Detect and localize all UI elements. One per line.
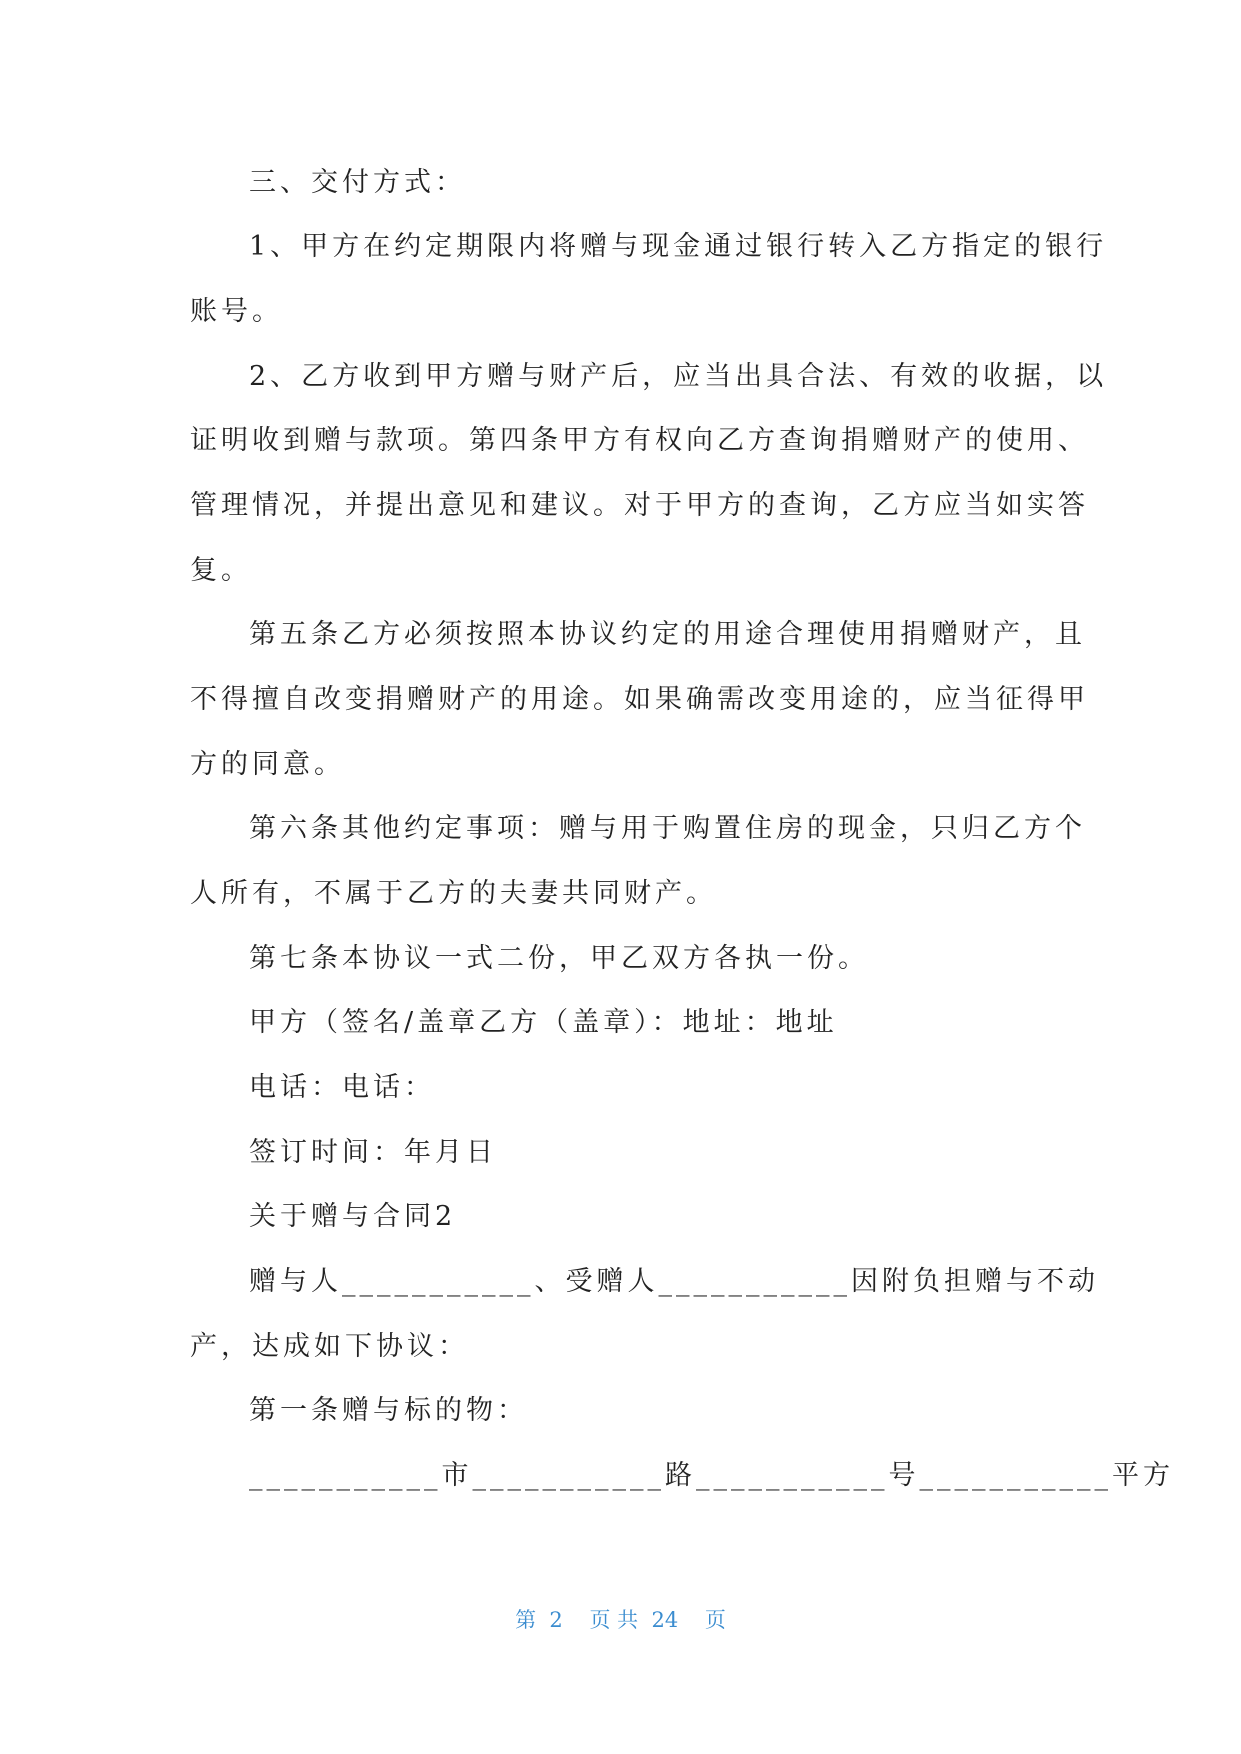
paragraph-line: 账号。: [190, 296, 283, 327]
paragraph-line: 1、甲方在约定期限内将赠与现金通过银行转入乙方指定的银行: [249, 231, 1108, 262]
paragraph-line: 第七条本协议一式二份，甲乙双方各执一份。: [249, 943, 869, 974]
paragraph-line: 第五条乙方必须按照本协议约定的用途合理使用捐赠财产，且: [249, 619, 1086, 650]
signature-line: 甲方（签名/盖章乙方（盖章）：地址：地址: [249, 1007, 838, 1038]
paragraph-line: 方的同意。: [190, 749, 345, 780]
page-footer: 第 2 页 共 24 页: [515, 1608, 726, 1632]
section-heading-delivery: 三、交付方式：: [249, 167, 466, 198]
paragraph-line: 第六条其他约定事项：赠与用于购置住房的现金，只归乙方个: [249, 813, 1086, 844]
phone-line: 电话：电话：: [249, 1072, 435, 1103]
paragraph-line: 2、乙方收到甲方赠与财产后，应当出具合法、有效的收据，以: [249, 361, 1108, 392]
contract-title: 关于赠与合同2: [249, 1201, 457, 1232]
article-heading: 第一条赠与标的物：: [249, 1395, 528, 1426]
paragraph-line: 管理情况，并提出意见和建议。对于甲方的查询，乙方应当如实答: [190, 490, 1089, 521]
paragraph-line: 产，达成如下协议：: [190, 1331, 469, 1362]
paragraph-line: 不得擅自改变捐赠财产的用途。如果确需改变用途的，应当征得甲: [190, 684, 1089, 715]
sign-date-line: 签订时间：年月日: [249, 1137, 497, 1168]
paragraph-line: 复。: [190, 555, 252, 586]
paragraph-line: 人所有，不属于乙方的夫妻共同财产。: [190, 878, 717, 909]
paragraph-line: 证明收到赠与款项。第四条甲方有权向乙方查询捐赠财产的使用、: [190, 425, 1089, 456]
paragraph-line: 赠与人___________、受赠人___________因附负担赠与不动: [249, 1266, 1099, 1297]
address-fill-line: ___________市___________路___________号___________平方: [249, 1460, 1174, 1491]
